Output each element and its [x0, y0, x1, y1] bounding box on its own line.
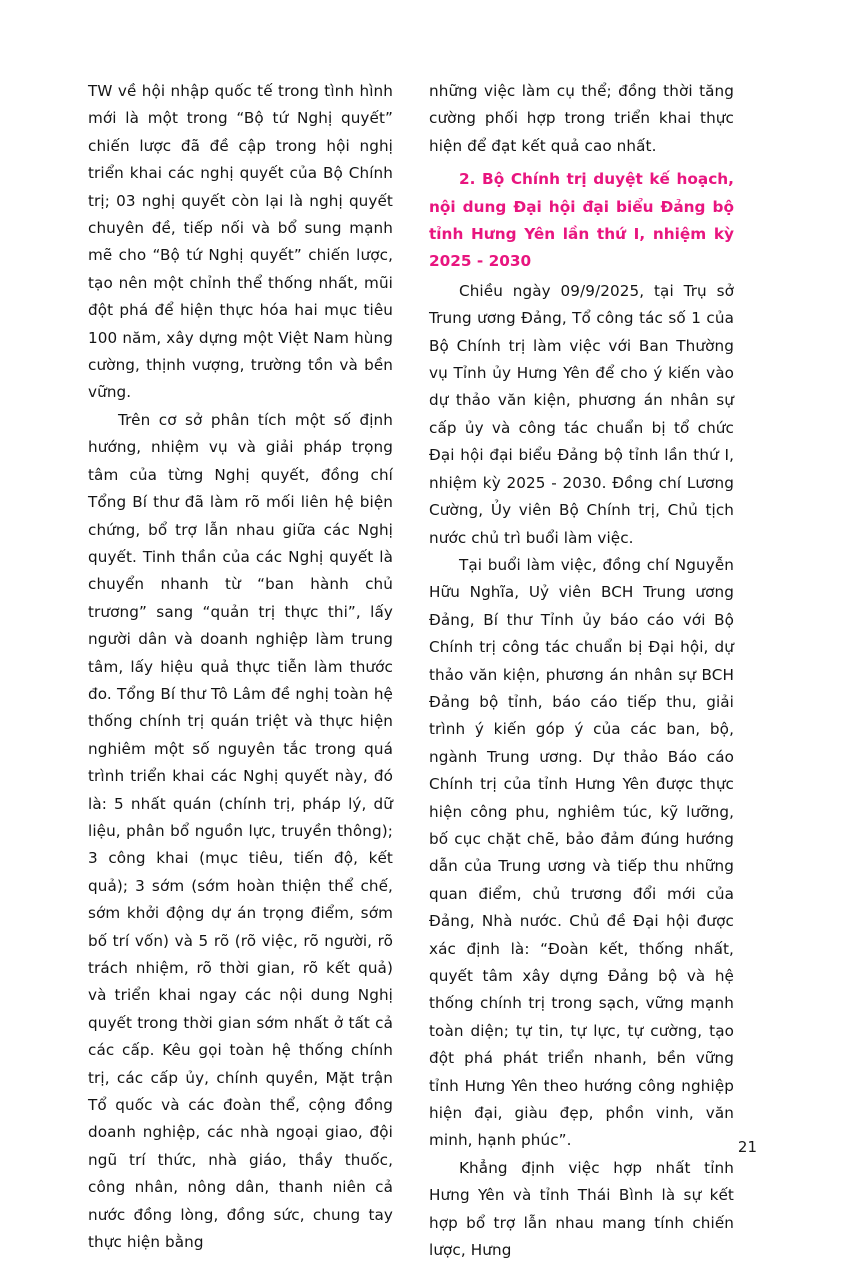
paragraph: Trên cơ sở phân tích một số định hướng, nhiệm vụ và giải pháp trọng tâm của từng Nghị quyết, đồng chí Tổng Bí thư đã làm rõ mối liên hệ biện chứng, bổ trợ lẫn nhau giữa các Nghị quyết. Tinh thần của các Nghị quyết là chuyển nhanh từ “ban hành chủ trương” sang “quản trị thực thi”, lấy người dân và doanh nghiệp làm trung tâm, lấy hiệu quả thực tiễn làm thước đo. Tổng Bí thư Tô Lâm đề nghị toàn hệ thống chính trị quán triệt và thực hiện nghiêm một số nguyên tắc trong quá trình triển khai các Nghị quyết này, đó là: 5 nhất quán (chính trị, pháp lý, dữ liệu, phân bổ nguồn lực, truyền thông); 3 công khai (mục tiêu, tiến độ, kết quả); 3 sớm (sớm hoàn thiện thể chế, sớm khởi động dự án trọng điểm, sớm bố trí vốn) và 5 rõ (rõ việc, rõ người, rõ trách nhiệm, rõ thời gian, rõ kết quả) và triển khai ngay các nội dung Nghị quyết trong thời gian sớm nhất ở tất cả các cấp. Kêu gọi toàn hệ thống chính trị, các cấp ủy, chính quyền, Mặt trận Tổ quốc và các đoàn thể, cộng đồng doanh nghiệp, các nhà ngoại giao, đội ngũ trí thức, nhà giáo, thầy thuốc, công nhân, nông dân, thanh niên cả nước đồng lòng, đồng sức, chung tay thực hiện bằng: [88, 410, 393, 1252]
paragraph: những việc làm cụ thể; đồng thời tăng cường phối hợp trong triển khai thực hiện để đạt kết quả cao nhất.: [429, 82, 734, 155]
left-column: [88, 78, 393, 1252]
paragraph: Chiều ngày 09/9/2025, tại Trụ sở Trung ương Đảng, Tổ công tác số 1 của Bộ Chính trị làm việc với Ban Thường vụ Tỉnh ủy Hưng Yên để cho ý kiến vào dự thảo văn kiện, phương án nhân sự cấp ủy và công tác chuẩn bị tổ chức Đại hội đại biểu Đảng bộ tỉnh lần thứ I, nhiệm kỳ 2025 - 2030. Đồng chí Lương Cường, Ủy viên Bộ Chính trị, Chủ tịch nước chủ trì buổi làm việc.: [429, 281, 734, 547]
page-number: 21: [737, 1138, 757, 1156]
paragraph: Tại buổi làm việc, đồng chí Nguyễn Hữu Nghĩa, Uỷ viên BCH Trung ương Đảng, Bí thư Tỉnh ủy báo cáo với Bộ Chính trị công tác chuẩn bị Đại hội, dự thảo văn kiện, phương án nhân sự BCH Đảng bộ tỉnh, báo cáo tiếp thu, giải trình ý kiến góp ý của các ban, bộ, ngành Trung ương. Dự thảo Báo cáo Chính trị của tỉnh Hưng Yên được thực hiện công phu, nghiêm túc, kỹ lưỡng, bố cục chặt chẽ, bảo đảm đúng hướng dẫn của Trung ương và tiếp thu những quan điểm, chủ trương đổi mới của Đảng, Nhà nước. Chủ đề Đại hội được xác định là: “Đoàn kết, thống nhất, quyết tâm xây dựng Đảng bộ và hệ thống chính trị trong sạch, vững mạnh toàn diện; tự tin, tự lực, tự cường, tạo đột phá phát triển nhanh, bền vững tỉnh Hưng Yên theo hướng công nghiệp hiện đại, giàu đẹp, phồn vinh, văn minh, hạnh phúc”.: [429, 555, 734, 1150]
paragraph: TW về hội nhập quốc tế trong tình hình mới là một trong “Bộ tứ Nghị quyết” chiến lược đã đề cập trong hội nghị triển khai các nghị quyết của Bộ Chính trị; 03 nghị quyết còn lại là nghị quyết chuyên đề, tiếp nối và bổ sung mạnh mẽ cho “Bộ tứ Nghị quyết” chiến lược, tạo nên một chỉnh thể thống nhất, mũi đột phá để hiện thực hóa hai mục tiêu 100 năm, xây dựng một Việt Nam hùng cường, thịnh vượng, trường tồn và bền vững.: [88, 82, 393, 402]
right-column: [429, 78, 734, 1260]
paragraph: Khẳng định việc hợp nhất tỉnh Hưng Yên và tỉnh Thái Bình là sự kết hợp bổ trợ lẫn nhau mang tính chiến lược, Hưng: [429, 1158, 734, 1260]
section-heading: 2. Bộ Chính trị duyệt kế hoạch, nội dung Đại hội đại biểu Đảng bộ tỉnh Hưng Yên lần thứ I, nhiệm kỳ 2025 - 2030: [429, 170, 734, 271]
